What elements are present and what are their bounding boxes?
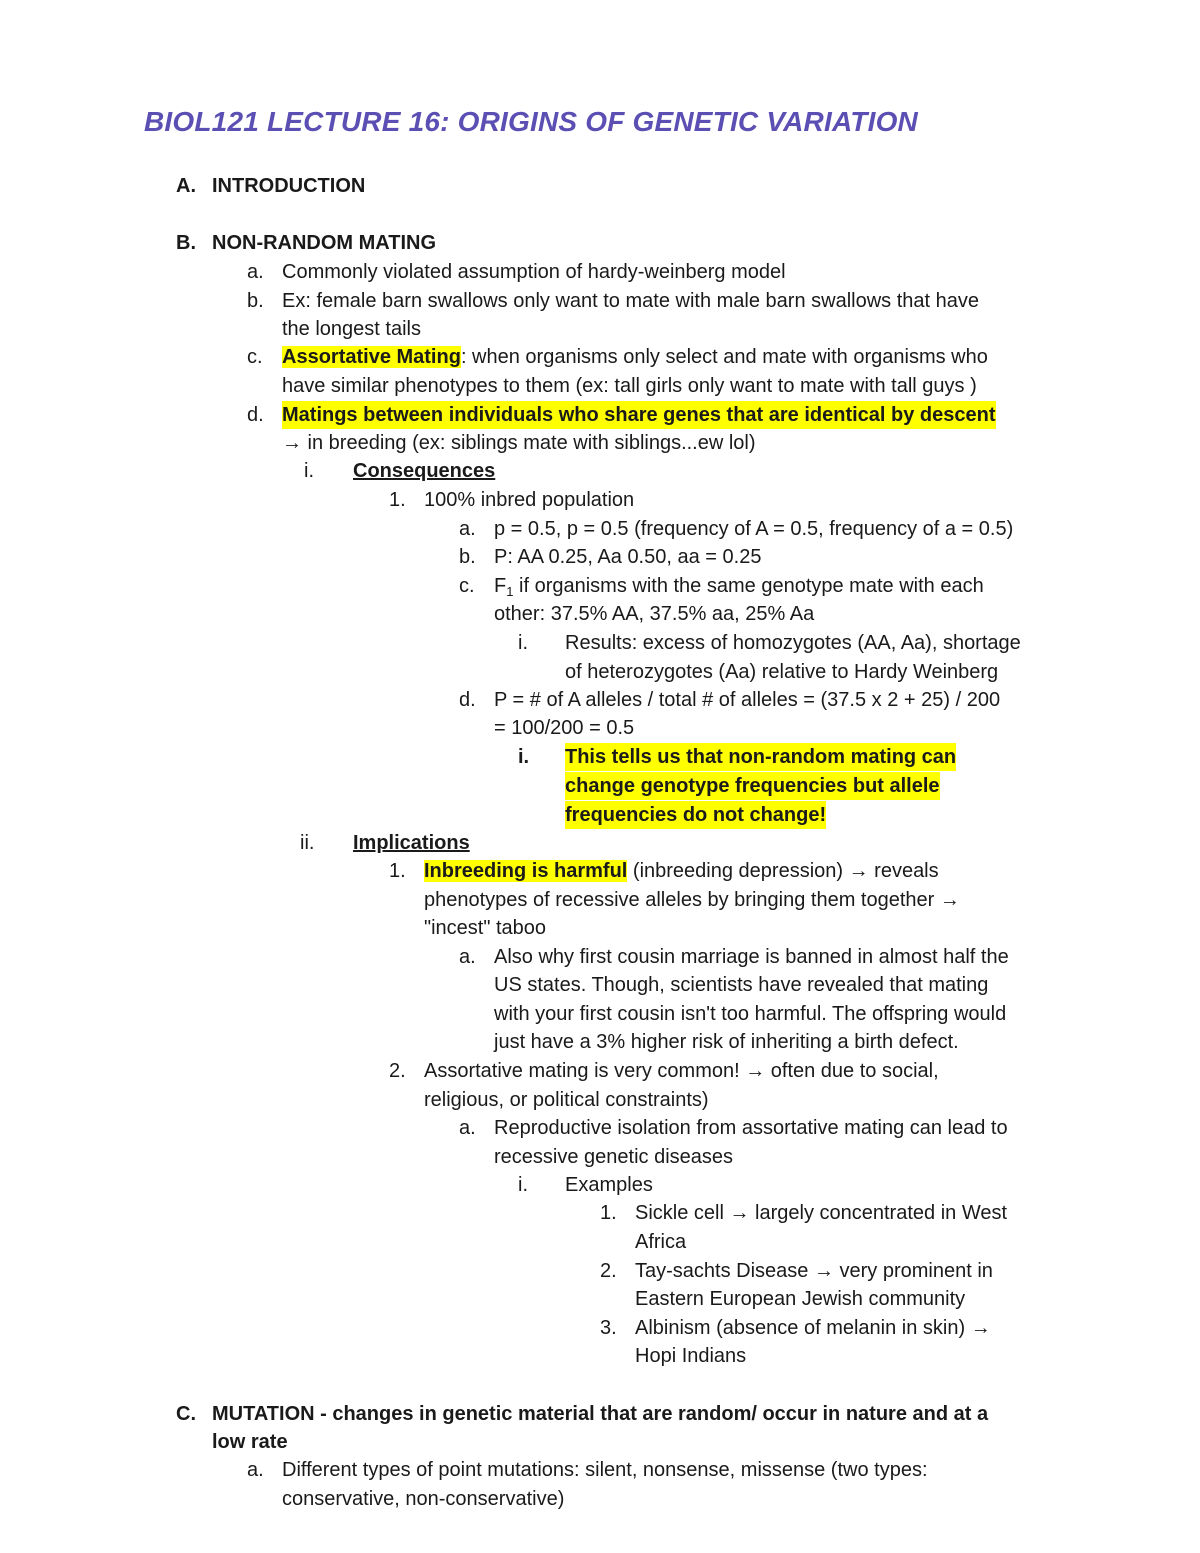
- section-c-marker: C.: [176, 1403, 196, 1425]
- list-marker: a.: [459, 946, 476, 968]
- list-marker: i.: [518, 1174, 528, 1196]
- list-marker: c.: [459, 575, 475, 597]
- list-marker: ii.: [300, 832, 315, 854]
- section-a-marker: A.: [176, 175, 196, 197]
- list-marker: 1.: [389, 489, 406, 511]
- list-marker: a.: [459, 1117, 476, 1139]
- list-marker: a.: [459, 518, 476, 540]
- highlighted-conclusion: This tells us that non-random mating can: [565, 743, 956, 771]
- highlighted-conclusion: change genotype frequencies but allele: [565, 772, 940, 800]
- list-marker: i.: [304, 460, 314, 482]
- assortative-mating-term: Assortative Mating: [282, 346, 461, 368]
- page-title: BIOL121 LECTURE 16: ORIGINS OF GENETIC VARIATION: [144, 106, 918, 137]
- list-item-continued: Hopi Indians: [635, 1345, 747, 1367]
- list-item-continued: of heterozygotes (Aa) relative to Hardy Weinberg: [565, 661, 999, 683]
- list-marker: 1.: [600, 1202, 617, 1224]
- list-item-text: if organisms with the same genotype mate with each: [513, 575, 984, 597]
- list-item-continued: US states. Though, scientists have revealed that mating: [494, 974, 989, 996]
- list-item: P: AA 0.25, Aa 0.50, aa = 0.25: [494, 546, 762, 568]
- list-item-continued: other: 37.5% AA, 37.5% aa, 25% Aa: [494, 603, 815, 625]
- highlighted-statement: Matings between individuals who share genes that are identical by descent: [282, 401, 996, 429]
- list-marker: d.: [247, 404, 264, 426]
- list-marker: b.: [247, 290, 264, 312]
- list-marker: 2.: [389, 1060, 406, 1082]
- generation-label: F: [494, 575, 507, 597]
- list-item-continued: Africa: [635, 1231, 687, 1253]
- list-item: Commonly violated assumption of hardy-weinberg model: [282, 261, 786, 283]
- inbreeding-harmful-term: Inbreeding is harmful: [424, 860, 628, 882]
- list-marker: 2.: [600, 1260, 617, 1282]
- list-marker: i.: [518, 746, 530, 768]
- list-item: Examples: [565, 1174, 653, 1196]
- list-marker: a.: [247, 1459, 264, 1481]
- list-item-continued: have similar phenotypes to them (ex: tall girls only want to mate with tall guys ): [282, 375, 977, 397]
- section-b-heading: NON-RANDOM MATING: [212, 232, 437, 254]
- list-item: Sickle cell → largely concentrated in West: [635, 1202, 1008, 1224]
- list-marker: 1.: [389, 860, 406, 882]
- list-item-continued: the longest tails: [282, 318, 421, 340]
- list-item-continued: phenotypes of recessive alleles by bringing them together →: [424, 889, 960, 911]
- section-c-heading: MUTATION - changes in genetic material that are random/ occur in nature and at a: [212, 1403, 989, 1425]
- list-item: Tay-sachts Disease → very prominent in: [635, 1260, 993, 1282]
- highlighted-conclusion: frequencies do not change!: [565, 801, 826, 829]
- list-item: Reproductive isolation from assortative mating can lead to: [494, 1117, 1008, 1139]
- list-item-text: : when organisms only select and mate with organisms who: [460, 346, 988, 368]
- list-item: Results: excess of homozygotes (AA, Aa), shortage: [565, 632, 1021, 654]
- list-item-continued: "incest" taboo: [424, 917, 547, 939]
- list-item-continued: = 100/200 = 0.5: [494, 717, 635, 739]
- list-item: 100% inbred population: [424, 489, 635, 511]
- list-item-continued: religious, or political constraints): [424, 1089, 709, 1111]
- list-item: Albinism (absence of melanin in skin) →: [635, 1317, 991, 1339]
- section-c-heading-continued: low rate: [212, 1431, 288, 1453]
- list-item-continued: Eastern European Jewish community: [635, 1288, 966, 1310]
- generation-subscript: 1: [506, 584, 514, 599]
- list-marker: a.: [247, 261, 264, 283]
- list-item: p = 0.5, p = 0.5 (frequency of A = 0.5, frequency of a = 0.5): [494, 518, 1014, 540]
- list-marker: d.: [459, 689, 476, 711]
- list-item: [424, 857, 939, 885]
- list-item-continued: conservative, non-conservative): [282, 1488, 565, 1510]
- list-item: P = # of A alleles / total # of alleles = (37.5 x 2 + 25) / 200: [494, 689, 1001, 711]
- section-b-marker: B.: [176, 232, 196, 254]
- list-item-continued: → in breeding (ex: siblings mate with siblings...ew lol): [282, 432, 756, 454]
- list-item: [494, 572, 984, 600]
- list-marker: b.: [459, 546, 476, 568]
- list-item: Also why first cousin marriage is banned in almost half the: [494, 946, 1009, 968]
- list-item: Assortative mating is very common! → often due to social,: [424, 1060, 939, 1082]
- list-item-continued: just have a 3% higher risk of inheriting a birth defect.: [494, 1031, 959, 1053]
- list-marker: 3.: [600, 1317, 617, 1339]
- list-item-continued: with your first cousin isn't too harmful. The offspring would: [494, 1003, 1007, 1025]
- list-item-continued: recessive genetic diseases: [494, 1146, 734, 1168]
- section-a-heading: INTRODUCTION: [212, 175, 366, 197]
- list-item: Ex: female barn swallows only want to mate with male barn swallows that have: [282, 290, 979, 312]
- consequences-heading: Consequences: [353, 460, 496, 482]
- list-marker: c.: [247, 346, 263, 368]
- list-marker: i.: [518, 632, 528, 654]
- list-item-text: (inbreeding depression) → reveals: [627, 860, 939, 882]
- list-item: [282, 343, 988, 371]
- list-item: Different types of point mutations: silent, nonsense, missense (two types:: [282, 1459, 928, 1481]
- implications-heading: Implications: [353, 832, 470, 854]
